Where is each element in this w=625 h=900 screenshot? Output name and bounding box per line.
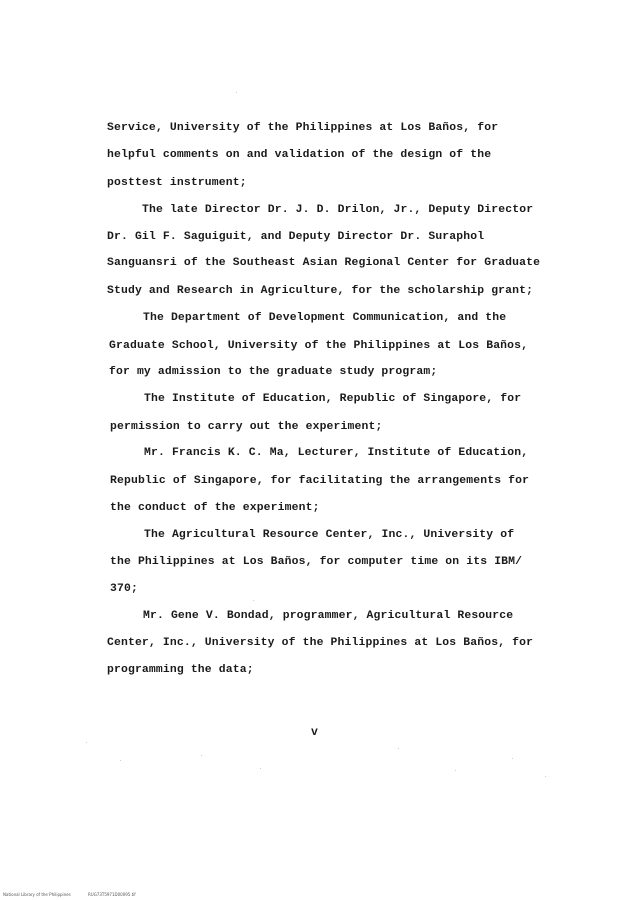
scan-speckle — [455, 770, 456, 771]
scan-speckle — [545, 776, 546, 777]
body-line-18: 370; — [110, 583, 138, 595]
body-line-14: Republic of Singapore, for facilitating the arrangements for — [110, 475, 530, 487]
body-line-9: Graduate School, University of the Philippines at Los Baños, — [109, 340, 529, 352]
scan-speckle — [512, 758, 513, 759]
body-line-10: for my admission to the graduate study program; — [109, 366, 438, 378]
body-line-19: Mr. Gene V. Bondad, programmer, Agricultural Resource — [143, 610, 514, 622]
scan-speckle — [201, 755, 202, 756]
scan-speckle — [260, 768, 261, 769]
body-line-8: The Department of Development Communication, and the — [143, 312, 507, 324]
scan-speckle — [120, 760, 121, 761]
body-line-13: Mr. Francis K. C. Ma, Lecturer, Institute of Education, — [144, 447, 529, 459]
scan-speckle — [236, 92, 237, 93]
body-line-4: The late Director Dr. J. D. Drilon, Jr., Deputy Director — [142, 204, 534, 216]
body-line-11: The Institute of Education, Republic of Singapore, for — [144, 393, 522, 405]
scan-speckle — [253, 600, 254, 601]
page-number: v — [311, 726, 318, 739]
body-line-15: the conduct of the experiment; — [110, 502, 320, 514]
body-line-20: Center, Inc., University of the Philippines at Los Baños, for — [107, 637, 534, 649]
body-line-16: The Agricultural Resource Center, Inc., University of — [144, 529, 515, 541]
body-line-3: posttest instrument; — [107, 177, 247, 189]
body-line-1: Service, University of the Philippines at Los Baños, for — [107, 122, 499, 134]
footer-library: National Library of the Philippines — [3, 892, 71, 897]
body-line-6: Sanguansri of the Southeast Asian Regional Center for Graduate — [107, 257, 541, 269]
body-line-5: Dr. Gil F. Saguiguit, and Deputy Director Dr. Suraphol — [107, 231, 485, 243]
footer-file-id: RUG73T5971D00095.tif — [88, 892, 136, 897]
scan-footer — [3, 892, 152, 897]
body-line-17: the Philippines at Los Baños, for computer time on its IBM/ — [110, 556, 523, 568]
body-line-7: Study and Research in Agriculture, for the scholarship grant; — [107, 285, 534, 297]
scan-speckle — [86, 742, 87, 743]
scan-speckle — [398, 748, 399, 749]
body-line-2: helpful comments on and validation of the design of the — [107, 149, 492, 161]
body-line-12: permission to carry out the experiment; — [110, 421, 383, 433]
body-line-21: programming the data; — [107, 664, 254, 676]
